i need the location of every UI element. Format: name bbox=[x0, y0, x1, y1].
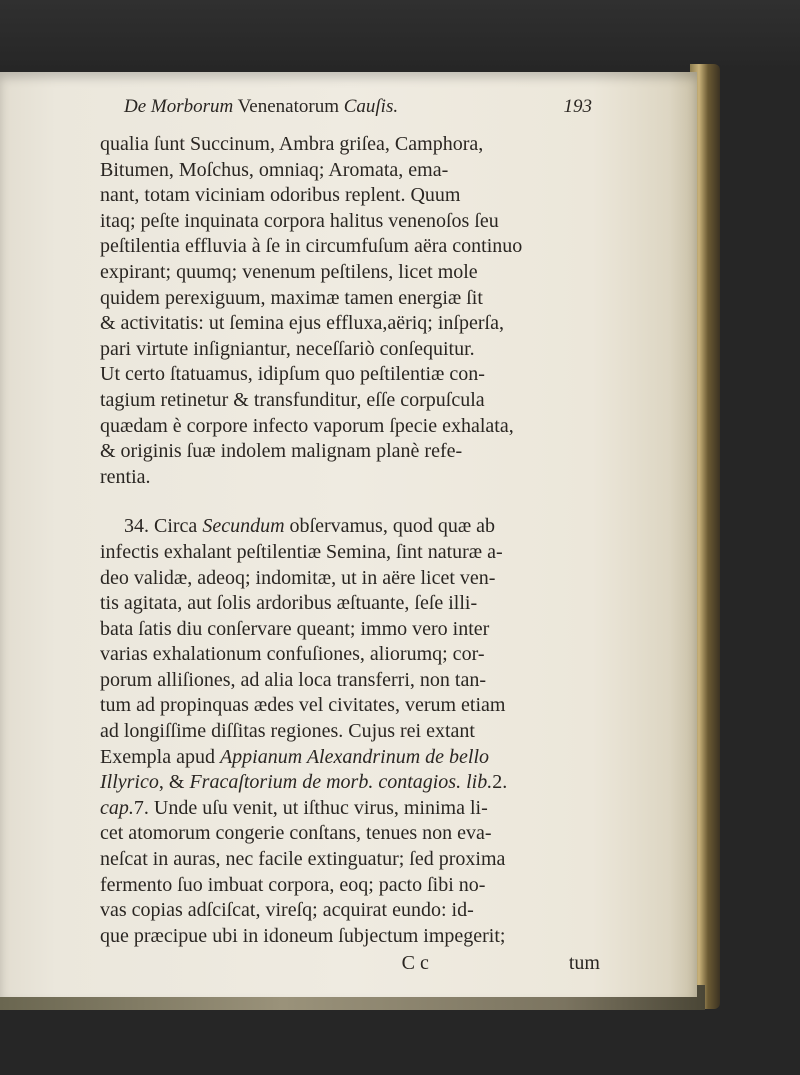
text-line: infectis exhalant peſtilentiæ Semina, ſint naturæ a- bbox=[100, 540, 503, 563]
text-line: & originis ſuæ indolem malignam planè refe- bbox=[100, 440, 463, 463]
text-line: ad longiſſime diſſitas regiones. Cujus rei extant bbox=[100, 720, 475, 743]
text-line: que præcipue ubi in idoneum ſubjectum impegerit; bbox=[100, 924, 506, 947]
text-line: tagium retinetur & transfunditur, eſſe corpuſcula bbox=[100, 388, 485, 411]
text-line: cet atomorum congerie conſtans, tenues non eva- bbox=[100, 822, 492, 845]
text-line: peſtilentia effluvia à ſe in circumfuſum aëra continuo bbox=[100, 235, 523, 258]
text-line: neſcat in auras, nec facile extinguatur; ſed proxima bbox=[100, 848, 506, 871]
signature-mark: C c bbox=[401, 952, 429, 975]
text-line: itaq; peſte inquinata corpora halitus venenoſos ſeu bbox=[100, 209, 499, 232]
text-line: vas copias adſciſcat, vireſq; acquirat eundo: id- bbox=[100, 899, 474, 922]
text-line: porum alliſiones, ad alia loca transferri, non tan- bbox=[100, 668, 486, 691]
text-line: tis agitata, aut ſolis ardoribus æſtuante, ſeſe illi- bbox=[100, 592, 478, 615]
paragraph-1 bbox=[100, 132, 600, 490]
dark-background bbox=[0, 0, 800, 70]
text-line: tum ad propinquas ædes vel civitates, verum etiam bbox=[100, 694, 506, 717]
text-line: 34. Circa Secundum obſervamus, quod quæ ab bbox=[124, 515, 496, 538]
text-line: quædam è corpore infecto vaporum ſpecie exhalata, bbox=[100, 414, 514, 437]
text-line: qualia ſunt Succinum, Ambra griſea, Camphora, bbox=[100, 133, 484, 155]
text-line: bata ſatis diu conſervare queant; immo vero inter bbox=[100, 617, 490, 640]
text-line: fermento ſuo imbuat corpora, eoq; pacto ſibi no- bbox=[100, 873, 486, 896]
book-page bbox=[0, 72, 697, 997]
running-title: De Morborum Venenatorum Cauſis. bbox=[124, 96, 399, 117]
text-line: Ut certo ſtatuamus, idipſum quo peſtilentiæ con- bbox=[100, 363, 485, 386]
page-text-block bbox=[100, 94, 600, 977]
page-footer bbox=[100, 951, 600, 977]
text-line: Exempla apud Appianum Alexandrinum de bello bbox=[100, 745, 490, 768]
page-number: 193 bbox=[563, 96, 592, 117]
paragraph-gap bbox=[100, 490, 600, 514]
text-line: & activitatis: ut ſemina ejus effluxa,aëriq; inſperſa, bbox=[100, 312, 504, 335]
paragraph-2 bbox=[100, 514, 600, 949]
text-line: cap.7. Unde uſu venit, ut iſthuc virus, minima li- bbox=[100, 796, 488, 819]
text-line: Bitumen, Moſchus, omniaq; Aromata, ema- bbox=[100, 158, 449, 181]
text-line: deo validæ, adeoq; indomitæ, ut in aëre licet ven- bbox=[100, 566, 496, 589]
running-header bbox=[124, 94, 600, 132]
text-line: quidem perexiguum, maximæ tamen energiæ ſit bbox=[100, 286, 483, 309]
text-line: expirant; quumq; venenum peſtilens, licet mole bbox=[100, 260, 478, 283]
catchword: tum bbox=[568, 952, 600, 975]
text-line: rentia. bbox=[100, 465, 151, 488]
text-line: Illyrico, & Fracaſtorium de morb. contagios. lib.2. bbox=[100, 771, 508, 794]
text-line: pari virtute inſigniantur, neceſſariò conſequitur. bbox=[100, 337, 475, 360]
text-line: nant, totam viciniam odoribus replent. Quum bbox=[100, 184, 461, 207]
text-line: varias exhalationum confuſiones, aliorumq; cor- bbox=[100, 643, 485, 666]
